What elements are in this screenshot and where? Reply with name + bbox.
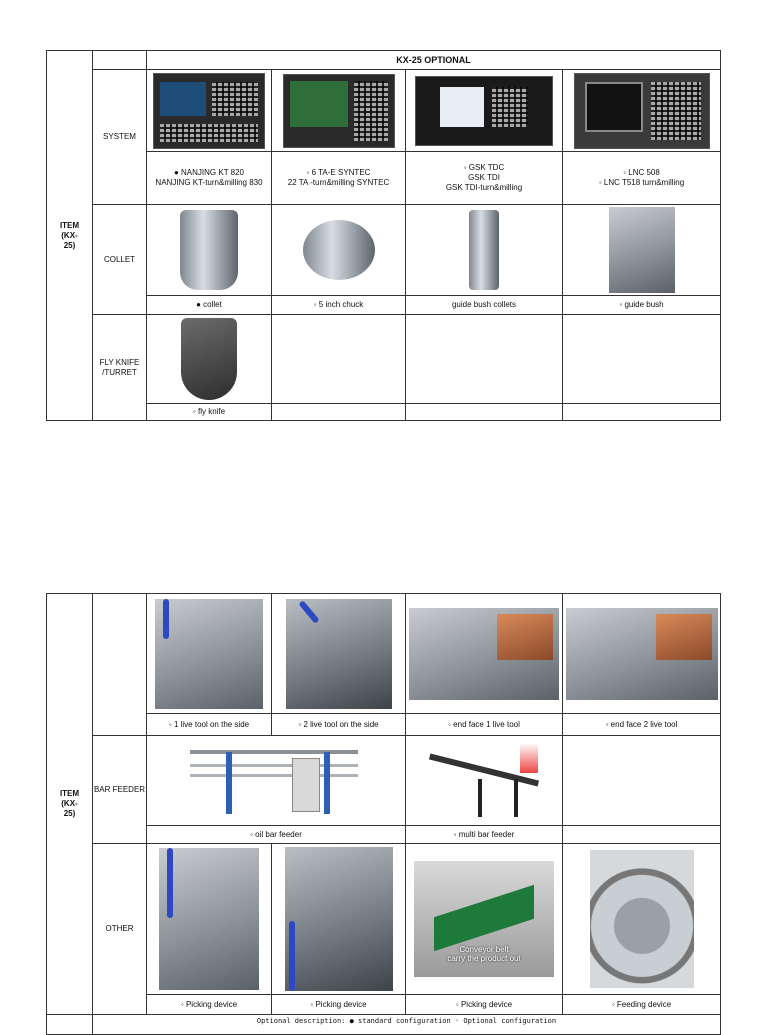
bar-feeder-image-cell [406, 736, 563, 826]
row-label-system: SYSTEM [93, 70, 147, 205]
bar-feeder-caption: ◦ oil bar feeder [147, 826, 406, 844]
system-caption: ◦ LNC 508 ◦ LNC T518 turn&milling [563, 152, 721, 205]
options-table-1 [46, 50, 721, 421]
row-label-other: OTHER [93, 844, 147, 1015]
other-image-cell [147, 844, 272, 995]
system-image-cell [563, 70, 721, 152]
collet-caption: ● collet [147, 296, 272, 315]
collet-caption: ◦ 5 inch chuck [272, 296, 406, 315]
row-label-collet: COLLET [93, 205, 147, 315]
other-image-cell [272, 844, 406, 995]
guide-bush-collet-image [469, 210, 499, 290]
oil-bar-feeder-image [188, 744, 364, 818]
bar-feeder-caption: ◦ multi bar feeder [406, 826, 563, 844]
options-table-2 [46, 593, 721, 1035]
bar-feeder-image-cell [147, 736, 406, 826]
system-image-cell [272, 70, 406, 152]
collet-caption: guide bush collets [406, 296, 563, 315]
system-image-cell [406, 70, 563, 152]
fly-knife-image [181, 318, 237, 400]
live-tool-image-cell [563, 594, 721, 714]
collet-caption: ◦ guide bush [563, 296, 721, 315]
live-tool-caption: ◦ 1 live tool on the side [147, 714, 272, 736]
other-caption: ◦ Feeding device [563, 995, 721, 1015]
chuck-image [303, 220, 375, 280]
live-tool-caption: ◦ end face 1 live tool [406, 714, 563, 736]
picking-device-image [285, 847, 393, 991]
empty-cell [272, 315, 406, 404]
feeding-device-image [590, 850, 694, 988]
other-image-cell [406, 844, 563, 995]
item-label: ITEM (KX- 25) [47, 594, 93, 1015]
empty-cell [563, 736, 721, 826]
system-caption: ◦ GSK TDC GSK TDI GSK TDI-turn&milling [406, 152, 563, 205]
fly-knife-caption: ◦ fly knife [147, 404, 272, 421]
cnc-controller-image [153, 73, 265, 149]
live-tool-image-cell [406, 594, 563, 714]
collet-image-cell [563, 205, 721, 296]
live-tool-image [155, 599, 263, 709]
empty-cell [272, 404, 406, 421]
row-label-bar-feeder: BAR FEEDER [93, 736, 147, 844]
live-tool-image [566, 608, 718, 700]
live-tool-image-cell [147, 594, 272, 714]
header-blank-cell [93, 51, 147, 70]
live-tool-image [409, 608, 559, 700]
collet-image [180, 210, 238, 290]
empty-cell [563, 826, 721, 844]
row-label-fly-knife: FLY KNIFE /TURRET [93, 315, 147, 421]
collet-image-cell [406, 205, 563, 296]
footer-blank-cell [47, 1015, 93, 1035]
live-tool-caption: ◦ 2 live tool on the side [272, 714, 406, 736]
empty-cell [563, 404, 721, 421]
live-tool-image [286, 599, 392, 709]
live-tool-image-cell [272, 594, 406, 714]
conveyor-belt-image [414, 861, 554, 977]
collet-image-cell [272, 205, 406, 296]
footer-legend: Optional description: ● standard configuration ◦ Optional configuration [93, 1015, 721, 1035]
cnc-controller-image [283, 74, 395, 148]
multi-bar-feeder-image [428, 743, 540, 819]
other-caption: ◦ Picking device [147, 995, 272, 1015]
other-caption: ◦ Picking device [406, 995, 563, 1015]
other-image-cell [563, 844, 721, 995]
system-caption: ◦ 6 TA-E SYNTEC 22 TA -turn&milling SYNTEC [272, 152, 406, 205]
empty-cell [563, 315, 721, 404]
cnc-controller-image [415, 76, 553, 146]
empty-cell [406, 404, 563, 421]
table-header-title: KX-25 OPTIONAL [147, 51, 721, 70]
other-caption: ◦ Picking device [272, 995, 406, 1015]
collet-image-cell [147, 205, 272, 296]
fly-knife-image-cell [147, 315, 272, 404]
live-tool-caption: ◦ end face 2 live tool [563, 714, 721, 736]
empty-cell [406, 315, 563, 404]
cnc-controller-image [574, 73, 710, 149]
system-image-cell [147, 70, 272, 152]
guide-bush-image [609, 207, 675, 293]
row-label-live-tool [93, 594, 147, 736]
conveyor-overlay-text: Conveyor belt carry the product out [447, 945, 521, 963]
picking-device-image [159, 848, 259, 990]
item-label: ITEM (KX- 25) [47, 51, 93, 421]
system-caption: ● NANJING KT 820 NANJING KT-turn&milling 830 [147, 152, 272, 205]
